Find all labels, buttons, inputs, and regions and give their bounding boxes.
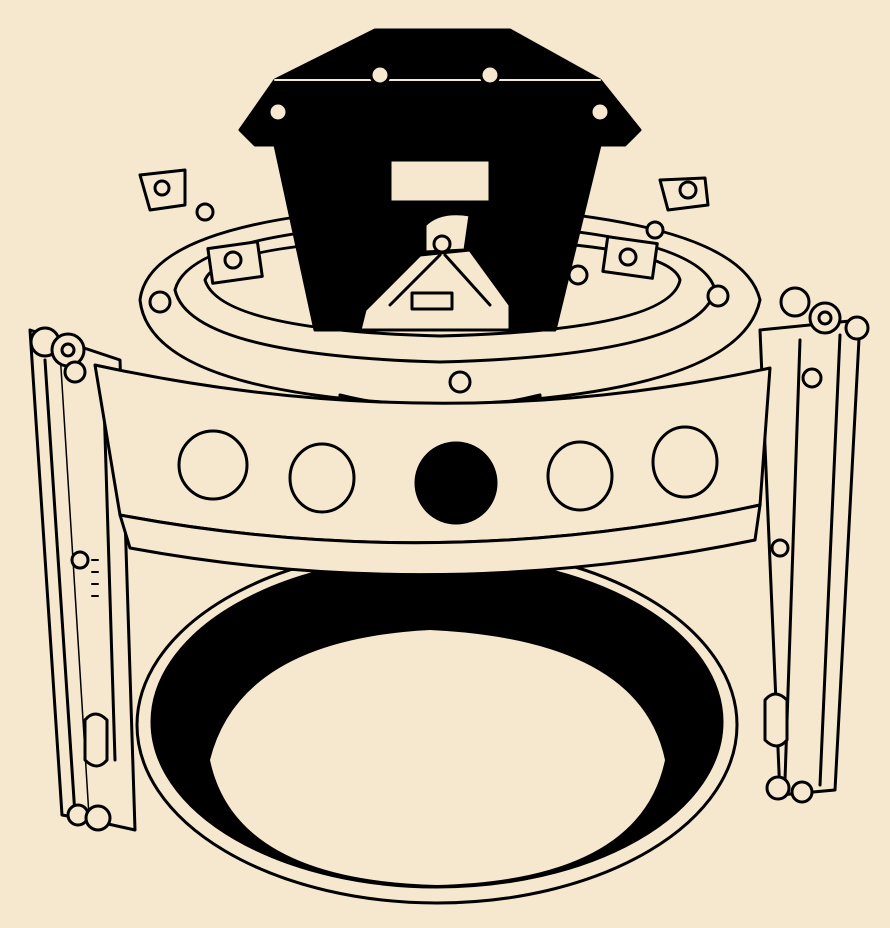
reflector-trim [137, 547, 737, 903]
